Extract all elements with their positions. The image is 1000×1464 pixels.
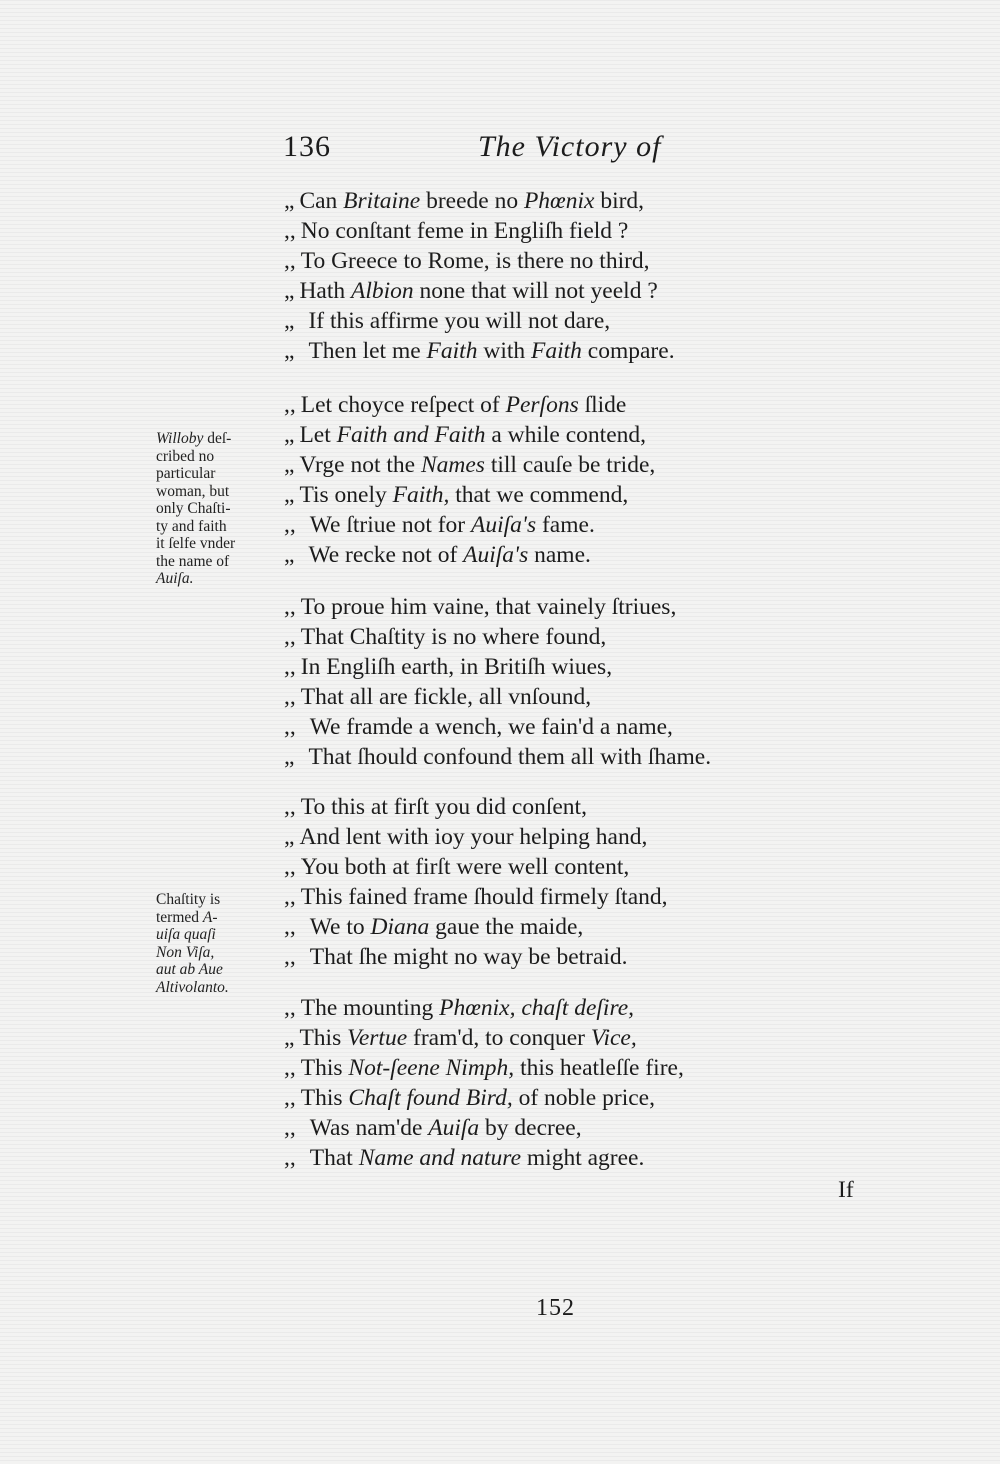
margin-note-line bbox=[156, 518, 266, 536]
stanza bbox=[284, 592, 844, 772]
italic-text: Britaine bbox=[343, 188, 421, 214]
note-text: cribed no bbox=[156, 447, 215, 465]
verse-text: Let bbox=[299, 422, 337, 448]
quote-mark: „ bbox=[284, 308, 295, 334]
note-text: particular bbox=[156, 465, 216, 482]
quote-mark: „ bbox=[284, 278, 295, 304]
quote-mark: ,, bbox=[284, 248, 296, 274]
quote-mark: ,, bbox=[284, 684, 296, 710]
verse-text: by decree, bbox=[479, 1115, 582, 1141]
verse-text: And lent with ioy your helping hand, bbox=[299, 824, 648, 850]
quote-mark: ,, bbox=[284, 1085, 296, 1111]
margin-note-line bbox=[156, 570, 266, 588]
running-title: The Victory of bbox=[478, 130, 662, 163]
quote-mark: ,, bbox=[284, 218, 296, 244]
verse-text: To proue him vaine, that vainely ſtriues, bbox=[300, 594, 677, 620]
italic-text: Diana bbox=[370, 914, 430, 940]
verse-line bbox=[284, 1083, 844, 1113]
italic-text: Albion bbox=[351, 278, 414, 304]
italic-text: Auiſa's bbox=[471, 512, 537, 538]
verse-line bbox=[284, 993, 844, 1023]
quote-mark: „ bbox=[284, 542, 295, 568]
italic-text: Name and nature bbox=[358, 1145, 522, 1171]
verse-line bbox=[284, 882, 844, 912]
verse-line bbox=[284, 276, 844, 306]
note-text: termed bbox=[156, 908, 203, 926]
margin-note-line bbox=[156, 535, 266, 553]
italic-text: uiſa quaſi bbox=[156, 926, 216, 943]
verse-line bbox=[284, 942, 844, 972]
margin-note-line bbox=[156, 500, 266, 518]
quote-mark: ,, bbox=[284, 884, 296, 910]
folio-number: 136 bbox=[283, 130, 331, 163]
verse-line bbox=[284, 390, 844, 420]
page-number: 152 bbox=[536, 1295, 575, 1321]
verse-text: Was nam'de bbox=[309, 1115, 429, 1141]
margin-note-line bbox=[156, 465, 266, 483]
stanza bbox=[284, 390, 844, 570]
verse-line bbox=[284, 246, 844, 276]
verse-text: fram'd, to conquer bbox=[407, 1025, 591, 1051]
quote-mark: „ bbox=[284, 452, 295, 478]
verse-line bbox=[284, 216, 844, 246]
italic-text: Auiſa bbox=[428, 1115, 480, 1141]
verse-text: gaue the maide, bbox=[429, 914, 584, 940]
verse-text: That Chaſtity is no where found, bbox=[300, 624, 607, 650]
verse-text: We framde a wench, we fain'd a name, bbox=[309, 714, 673, 740]
note-text: deſ- bbox=[203, 430, 232, 447]
verse-text: To Greece to Rome, is there no third, bbox=[300, 248, 650, 274]
margin-note-line bbox=[156, 430, 266, 448]
verse-text: a while contend, bbox=[485, 422, 646, 448]
verse-text: bird, bbox=[594, 188, 645, 214]
italic-text: Willoby bbox=[156, 430, 204, 447]
italic-text: Faith bbox=[426, 338, 478, 364]
verse-text: That ſhe might no way be betraid. bbox=[309, 944, 628, 970]
quote-mark: ,, bbox=[284, 995, 296, 1021]
note-text: Chaſtity is bbox=[156, 891, 221, 908]
quote-mark: ,, bbox=[284, 854, 296, 880]
verse-text: In Engliſh earth, in Britiſh wiues, bbox=[300, 654, 613, 680]
verse-text: compare. bbox=[581, 338, 675, 364]
quote-mark: „ bbox=[284, 338, 295, 364]
verse-text: till cauſe be tride, bbox=[484, 452, 656, 478]
quote-mark: ,, bbox=[284, 1055, 296, 1081]
running-head bbox=[283, 130, 683, 170]
verse-text: To this at firſt you did conſent, bbox=[300, 794, 587, 820]
italic-text: aut ab Aue bbox=[156, 961, 223, 978]
quote-mark: ,, bbox=[284, 392, 296, 418]
verse-text: This fained frame ſhould firmely ſtand, bbox=[300, 884, 668, 910]
verse-text: The mounting bbox=[300, 995, 440, 1021]
verse-line bbox=[284, 510, 844, 540]
verse-text: Then let me bbox=[308, 338, 427, 364]
note-text: woman, but bbox=[156, 482, 230, 500]
verse-text: This bbox=[299, 1025, 348, 1051]
verse-text: No conſtant feme in Engliſh field ? bbox=[300, 218, 629, 244]
italic-text: Faith bbox=[531, 338, 582, 364]
verse-text: Vrge not the bbox=[299, 452, 421, 478]
verse-line bbox=[284, 1053, 844, 1083]
note-text: it ſelfe vnder bbox=[156, 535, 236, 552]
verse-text: of noble price, bbox=[512, 1085, 655, 1111]
note-text: ty and faith bbox=[156, 517, 227, 535]
verse-line bbox=[284, 792, 844, 822]
margin-note-line bbox=[156, 944, 266, 962]
quote-mark: „ bbox=[284, 1025, 295, 1051]
italic-text: Altivolanto. bbox=[156, 978, 229, 996]
margin-note-line bbox=[156, 979, 266, 997]
verse-text: might agree. bbox=[521, 1145, 645, 1171]
italic-text: Phœnix bbox=[523, 188, 595, 214]
verse-line bbox=[284, 852, 844, 882]
verse-text: Can bbox=[299, 188, 344, 214]
italic-text: A- bbox=[202, 908, 218, 926]
verse-line bbox=[284, 652, 844, 682]
stanza bbox=[284, 186, 844, 366]
verse-text: breede no bbox=[420, 188, 524, 214]
verse-text: fame. bbox=[536, 512, 595, 538]
verse-line bbox=[284, 912, 844, 942]
italic-text: Faith and Faith bbox=[336, 422, 486, 448]
verse-text: Tis onely bbox=[299, 482, 393, 508]
margin-note bbox=[156, 891, 266, 996]
verse-line bbox=[284, 712, 844, 742]
quote-mark: ,, bbox=[284, 1145, 296, 1171]
verse-line bbox=[284, 540, 844, 570]
quote-mark: ,, bbox=[284, 654, 296, 680]
quote-mark: „ bbox=[284, 482, 295, 508]
verse-line bbox=[284, 822, 844, 852]
verse-line bbox=[284, 1143, 844, 1173]
verse-line bbox=[284, 742, 844, 772]
italic-text: Names bbox=[420, 452, 485, 478]
verse-text: We recke not of bbox=[308, 542, 464, 568]
catchword: If bbox=[838, 1177, 854, 1203]
italic-text: Chaſt found Bird, bbox=[348, 1085, 513, 1111]
margin-note-line bbox=[156, 553, 266, 571]
quote-mark: „ bbox=[284, 744, 295, 770]
verse-text: This bbox=[300, 1055, 349, 1081]
quote-mark: „ bbox=[284, 824, 295, 850]
verse-line bbox=[284, 682, 844, 712]
margin-note-line bbox=[156, 926, 266, 944]
margin-note-line bbox=[156, 961, 266, 979]
margin-note-line bbox=[156, 483, 266, 501]
verse-line bbox=[284, 622, 844, 652]
verse-line bbox=[284, 306, 844, 336]
verse-text: none that will not yeeld ? bbox=[413, 278, 658, 304]
stanza bbox=[284, 993, 844, 1173]
verse-line bbox=[284, 480, 844, 510]
quote-mark: ,, bbox=[284, 794, 296, 820]
quote-mark: ,, bbox=[284, 1115, 296, 1141]
note-text: the name of bbox=[156, 552, 230, 570]
quote-mark: ,, bbox=[284, 512, 296, 538]
margin-note bbox=[156, 430, 266, 588]
quote-mark: ,, bbox=[284, 714, 296, 740]
italic-text: Auiſa's bbox=[463, 542, 529, 568]
verse-text: If this affirme you will not dare, bbox=[308, 308, 611, 334]
quote-mark: ,, bbox=[284, 914, 296, 940]
quote-mark: ,, bbox=[284, 594, 296, 620]
verse-text: That bbox=[309, 1145, 359, 1171]
italic-text: Auiſa. bbox=[156, 570, 194, 587]
verse-text: name. bbox=[528, 542, 591, 568]
verse-text: ſlide bbox=[578, 392, 627, 418]
quote-mark: ,, bbox=[284, 944, 296, 970]
verse-text: We to bbox=[309, 914, 371, 940]
verse-line bbox=[284, 592, 844, 622]
italic-text: Faith, bbox=[392, 482, 450, 508]
verse-line bbox=[284, 336, 844, 366]
quote-mark: „ bbox=[284, 188, 295, 214]
italic-text: Vertue bbox=[347, 1025, 408, 1051]
verse-line bbox=[284, 1023, 844, 1053]
verse-line bbox=[284, 1113, 844, 1143]
quote-mark: „ bbox=[284, 422, 295, 448]
margin-note-line bbox=[156, 909, 266, 927]
stanza bbox=[284, 792, 844, 972]
verse-line bbox=[284, 450, 844, 480]
verse-line bbox=[284, 420, 844, 450]
italic-text: Perſons bbox=[505, 392, 579, 418]
italic-text: Vice, bbox=[590, 1025, 637, 1051]
verse-text: Let choyce reſpect of bbox=[300, 392, 506, 418]
verse-line bbox=[284, 186, 844, 216]
margin-note-line bbox=[156, 891, 266, 909]
quote-mark: ,, bbox=[284, 624, 296, 650]
margin-note-line bbox=[156, 448, 266, 466]
note-text: only Chaſti- bbox=[156, 500, 231, 517]
verse-text: that we commend, bbox=[449, 482, 629, 508]
italic-text: Non Viſa, bbox=[156, 943, 215, 961]
verse-text: We ſtriue not for bbox=[309, 512, 472, 538]
verse-text: with bbox=[477, 338, 531, 364]
italic-text: Not-ſeene Nimph, bbox=[348, 1055, 515, 1081]
verse-text: Hath bbox=[299, 278, 351, 304]
verse-text: You both at firſt were well content, bbox=[300, 854, 630, 880]
verse-text: This bbox=[300, 1085, 349, 1111]
verse-text: this heatleſſe fire, bbox=[514, 1055, 684, 1081]
italic-text: Phœnix, chaſt deſire, bbox=[439, 995, 635, 1021]
verse-text: That ſhould confound them all with ſhame. bbox=[308, 744, 712, 770]
verse-text: That all are fickle, all vnſound, bbox=[300, 684, 592, 710]
